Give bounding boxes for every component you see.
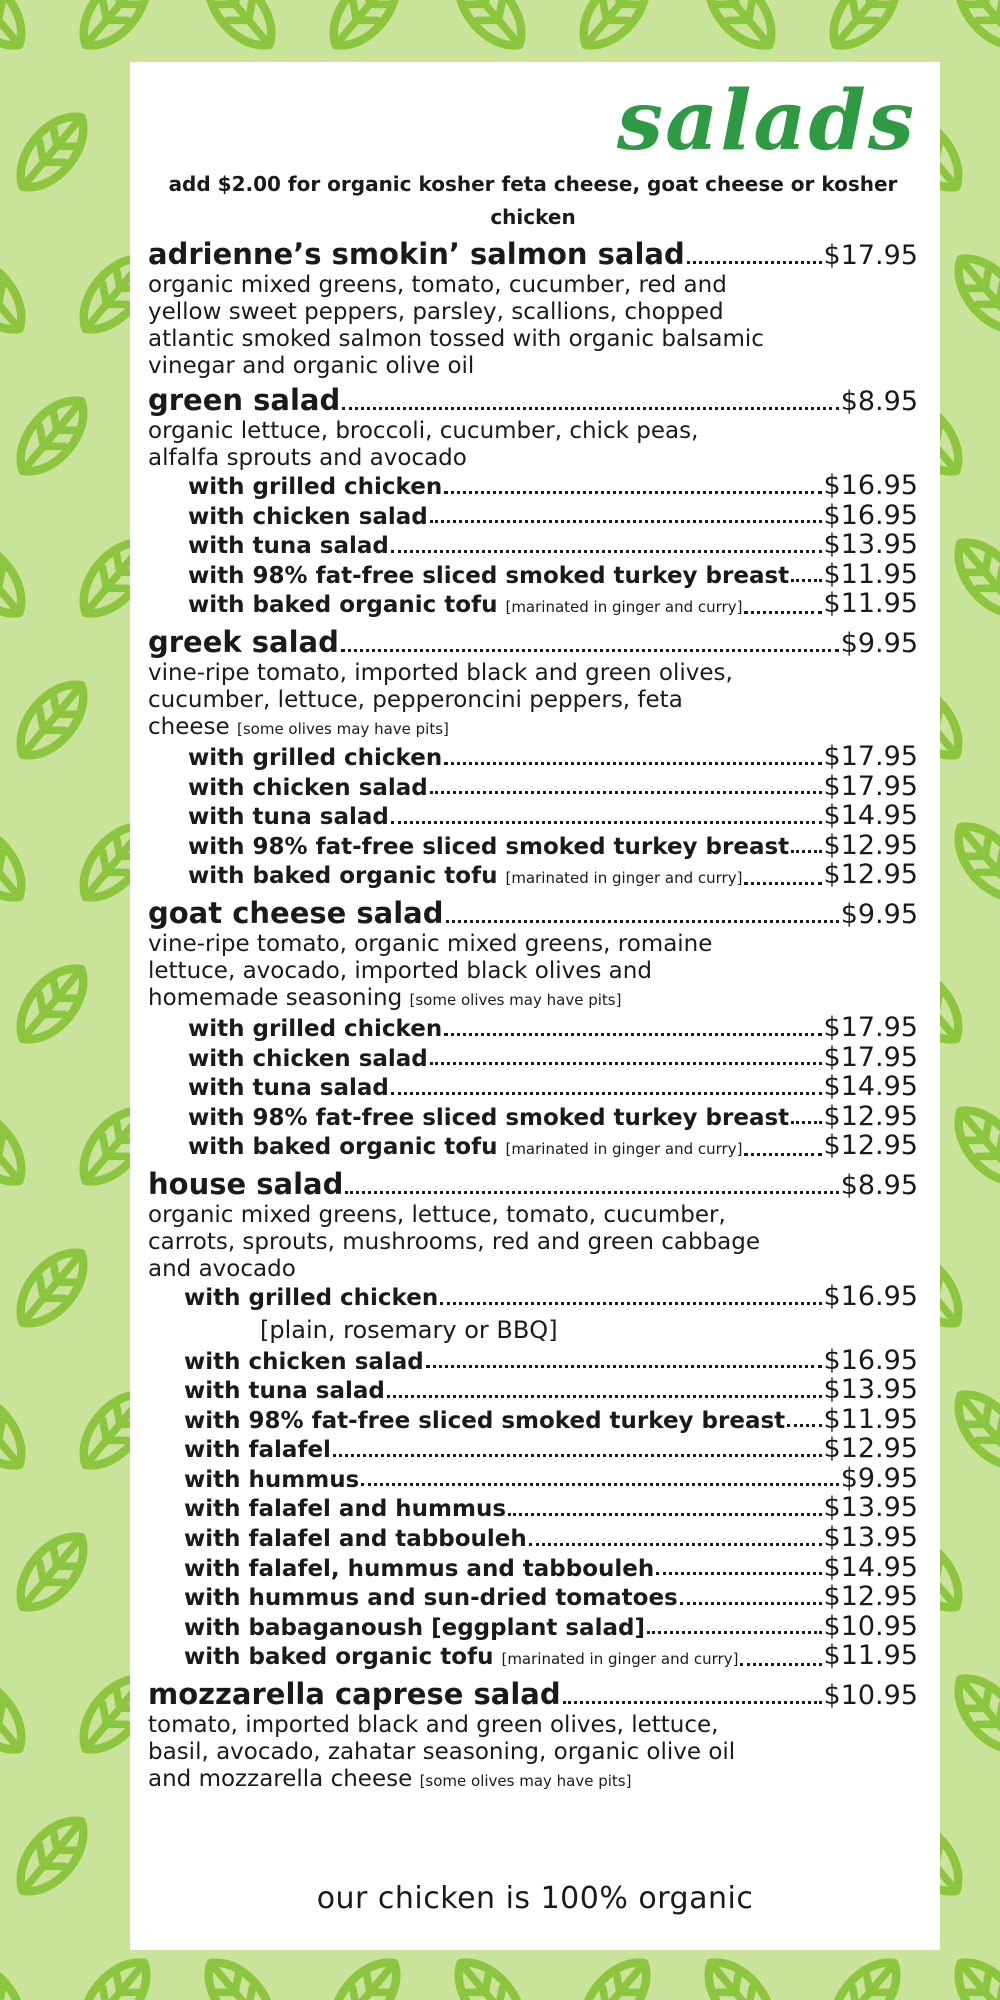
option-name: with babaganoush [eggplant salad]: [184, 1614, 645, 1641]
leaf-icon: [944, 1665, 1000, 1762]
dot-leader: [361, 1465, 838, 1495]
option-name: with tuna salad: [188, 533, 389, 560]
option-label: [184, 1525, 527, 1554]
salad-heading: [148, 1168, 918, 1202]
page-title: salads: [616, 73, 916, 169]
salad-heading: [148, 626, 918, 660]
option-price: $13.95: [823, 1492, 918, 1524]
option-row: [188, 499, 918, 532]
option-name: with falafel: [184, 1437, 331, 1464]
leaf-icon: [944, 529, 1000, 626]
option-name: with chicken salad: [188, 503, 428, 530]
option-label: [188, 774, 428, 803]
option-price: $11.95: [823, 558, 918, 590]
dot-leader: [787, 1406, 821, 1436]
leaf-icon: [944, 245, 1000, 342]
menu-section: [148, 384, 918, 622]
leaf-icon: [6, 103, 97, 200]
option-price: $14.95: [823, 800, 918, 832]
option-price: $12.95: [823, 1581, 918, 1613]
option-name: with falafel and tabbouleh: [184, 1526, 527, 1553]
option-row: [184, 1376, 918, 1406]
salad-description: [148, 1712, 918, 1795]
option-row: [188, 770, 918, 803]
dot-leader: [430, 773, 822, 803]
dot-leader: [444, 743, 821, 773]
option-price: $17.95: [823, 770, 918, 802]
option-price: $9.95: [840, 1462, 918, 1494]
option-name: with chicken salad: [184, 1348, 424, 1375]
menu-section: [148, 1168, 918, 1674]
option-label: [188, 1015, 442, 1044]
leaf-icon: [0, 0, 36, 59]
option-name: with baked organic tofu: [188, 592, 498, 619]
option-price: $16.95: [823, 1280, 918, 1312]
description-text: organic mixed greens, tomato, cucumber, red and yellow sweet peppers, parsley, scallions, chopped atlantic smoked salmon tossed with organic balsamic vinegar and organic olive oil: [148, 272, 764, 379]
dot-leader: [791, 561, 821, 591]
dot-leader: [391, 531, 822, 561]
option-name: with hummus: [184, 1466, 360, 1493]
leaf-icon: [569, 0, 660, 59]
option-label: [188, 803, 389, 832]
option-row: [188, 802, 918, 832]
option-row: [184, 1344, 918, 1377]
option-name: with baked organic tofu: [184, 1644, 494, 1671]
option-subline: [plain, rosemary or BBQ]: [260, 1315, 558, 1344]
leaf-icon: [694, 0, 785, 59]
option-label: [184, 1495, 506, 1524]
dot-leader: [744, 861, 821, 893]
option-name: with tuna salad: [188, 804, 389, 831]
option-row: [188, 740, 918, 773]
option-name: with falafel and hummus: [184, 1496, 507, 1523]
salad-name: green salad: [148, 383, 341, 417]
option-row: [188, 1100, 918, 1133]
option-list: [148, 740, 918, 893]
dot-leader: [342, 384, 838, 418]
menu-section: [148, 626, 918, 893]
option-price: $13.95: [823, 1374, 918, 1406]
leaf-icon: [0, 1381, 36, 1478]
option-label: [188, 1074, 389, 1103]
option-price: $16.95: [823, 499, 918, 531]
leaf-icon: [944, 1949, 1000, 2000]
option-label: [188, 532, 389, 561]
dot-leader: [430, 1044, 822, 1074]
option-row: [188, 558, 918, 591]
option-row: [184, 1494, 918, 1524]
option-name: with tuna salad: [184, 1378, 385, 1405]
leaf-icon: [444, 1949, 535, 2000]
salad-name: adrienne’s smokin’ salmon salad: [148, 237, 685, 271]
option-note: [marinated in ginger and curry]: [505, 598, 743, 617]
description-text: organic mixed greens, lettuce, tomato, cucumber, carrots, sprouts, mushrooms, red and green cabbage and avocado: [148, 1201, 761, 1282]
option-name: with falafel, hummus and tabbouleh: [184, 1555, 655, 1582]
menu-section: [148, 238, 918, 380]
leaf-icon: [0, 529, 36, 626]
option-list: [148, 1280, 918, 1674]
leaf-icon: [0, 1949, 36, 2000]
leaf-icon: [944, 0, 1000, 59]
option-row: [184, 1280, 918, 1313]
salad-description: [148, 660, 918, 743]
option-label: [188, 833, 789, 862]
option-label: [188, 1133, 742, 1164]
dot-leader: [341, 626, 839, 660]
option-price: $12.95: [823, 829, 918, 861]
leaf-icon: [444, 0, 535, 59]
leaf-icon: [6, 387, 97, 484]
leaf-icon: [819, 1949, 910, 2000]
leaf-icon: [6, 955, 97, 1052]
salad-price: $10.95: [823, 1680, 918, 1712]
description-note: [some olives may have pits]: [409, 990, 622, 1009]
option-price: $11.95: [823, 1403, 918, 1435]
dot-leader: [440, 1283, 821, 1313]
description-text: organic lettuce, broccoli, cucumber, chick peas, alfalfa sprouts and avocado: [148, 418, 699, 471]
option-label: [184, 1643, 738, 1674]
option-list: [148, 1011, 918, 1164]
dot-leader: [391, 1073, 822, 1103]
option-label: [188, 562, 789, 591]
salad-price: $9.95: [840, 898, 918, 930]
option-row: [188, 1011, 918, 1044]
option-name: with baked organic tofu: [188, 863, 498, 890]
leaf-icon: [194, 1949, 285, 2000]
option-row: [188, 590, 918, 622]
option-price: $13.95: [823, 529, 918, 561]
option-note: [marinated in ginger and curry]: [505, 869, 743, 888]
option-row: [184, 1524, 918, 1554]
option-price: $13.95: [823, 1522, 918, 1554]
option-price: $14.95: [823, 1551, 918, 1583]
leaf-icon: [6, 671, 97, 768]
leaf-icon: [319, 0, 410, 59]
option-name: with 98% fat-free sliced smoked turkey breast: [188, 1104, 790, 1131]
description-text: vine-ripe tomato, organic mixed greens, romaine lettuce, avocado, imported black olives and homemade seasoning: [148, 930, 713, 1011]
option-label: [184, 1377, 385, 1406]
dot-leader: [508, 1494, 821, 1524]
option-name: with tuna salad: [188, 1075, 389, 1102]
menu-section: [148, 897, 918, 1164]
menu-panel: [130, 62, 940, 1950]
dot-leader: [345, 1168, 838, 1202]
option-price: $16.95: [823, 1344, 918, 1376]
option-price: $17.95: [823, 740, 918, 772]
leaf-icon: [6, 1239, 97, 1336]
option-label: [188, 473, 442, 502]
option-name: with grilled chicken: [188, 744, 443, 771]
option-row: [184, 1462, 918, 1495]
option-price: $17.95: [823, 1011, 918, 1043]
dot-leader: [444, 472, 821, 502]
option-label: [188, 503, 428, 532]
option-name: with grilled chicken: [184, 1284, 439, 1311]
option-price: $11.95: [823, 588, 918, 620]
salad-description: [148, 1202, 918, 1283]
option-label: [188, 1104, 789, 1133]
option-row: [184, 1403, 918, 1436]
option-name: with 98% fat-free sliced smoked turkey breast: [188, 562, 790, 589]
option-row: [184, 1610, 918, 1643]
option-row: [184, 1435, 918, 1465]
option-name: with grilled chicken: [188, 474, 443, 500]
leaf-icon: [944, 813, 1000, 910]
option-row: [188, 829, 918, 862]
option-label: [184, 1348, 424, 1377]
option-name: with baked organic tofu: [188, 1134, 498, 1161]
option-row: [188, 861, 918, 893]
description-text: tomato, imported black and green olives, lettuce, basil, avocado, zahatar seasoning, organic olive oil and mozzarella cheese: [148, 1712, 736, 1793]
option-name: with chicken salad: [188, 1045, 428, 1072]
option-row: [188, 1041, 918, 1074]
dot-leader: [563, 1678, 822, 1712]
leaf-icon: [0, 245, 36, 342]
option-note: [marinated in ginger and curry]: [501, 1650, 739, 1669]
option-row: [184, 1583, 918, 1613]
leaf-icon: [6, 1807, 97, 1904]
dot-leader: [656, 1554, 821, 1584]
dot-leader: [444, 1014, 821, 1044]
dot-leader: [744, 1132, 821, 1164]
option-price: $12.95: [823, 1433, 918, 1465]
option-price: $12.95: [823, 1130, 918, 1162]
option-price: $12.95: [823, 859, 918, 891]
option-label: [188, 744, 442, 773]
salad-description: [148, 418, 918, 472]
option-label: [184, 1555, 654, 1584]
option-name: with 98% fat-free sliced smoked turkey breast: [184, 1407, 786, 1434]
option-label: [188, 862, 742, 893]
option-row: [188, 472, 918, 502]
option-label: [184, 1436, 331, 1465]
option-price: $12.95: [823, 1100, 918, 1132]
dot-leader: [680, 1583, 822, 1613]
dot-leader: [687, 238, 822, 272]
leaf-icon: [319, 1949, 410, 2000]
option-name: with grilled chicken: [188, 1015, 443, 1042]
leaf-icon: [0, 1097, 36, 1194]
description-note: [some olives may have pits]: [419, 1772, 632, 1791]
salad-price: $8.95: [840, 386, 918, 417]
leaf-icon: [694, 1949, 785, 2000]
dot-leader: [744, 590, 821, 622]
option-label: [188, 591, 742, 622]
dot-leader: [391, 802, 822, 832]
option-price: $11.95: [823, 1640, 918, 1672]
dot-leader: [791, 1103, 821, 1133]
option-label: [184, 1466, 359, 1495]
dot-leader: [791, 832, 821, 862]
option-label: [188, 1045, 428, 1074]
leaf-icon: [69, 0, 160, 59]
salad-description: [148, 931, 918, 1014]
description-text: vine-ripe tomato, imported black and green olives, cucumber, lettuce, pepperoncini peppers, feta cheese: [148, 659, 733, 740]
salad-heading: [148, 1678, 918, 1712]
dot-leader: [647, 1613, 822, 1643]
description-note: [some olives may have pits]: [236, 719, 449, 738]
dot-leader: [740, 1642, 821, 1674]
option-price: $16.95: [823, 470, 918, 501]
salad-name: mozzarella caprese salad: [148, 1677, 561, 1712]
dot-leader: [430, 502, 822, 532]
salad-name: greek salad: [148, 624, 339, 659]
option-price: $17.95: [823, 1041, 918, 1073]
salad-price: $8.95: [840, 1169, 918, 1201]
option-price: $10.95: [823, 1610, 918, 1642]
dot-leader: [333, 1435, 822, 1465]
leaf-icon: [69, 1949, 160, 2000]
option-row: [188, 1132, 918, 1164]
leaf-icon: [944, 1097, 1000, 1194]
add-on-note: add $2.00 for organic kosher feta cheese, goat cheese or kosher chicken: [168, 172, 898, 229]
option-name: with hummus and sun-dried tomatoes: [184, 1585, 678, 1612]
option-label: [184, 1584, 678, 1613]
option-label: [184, 1614, 645, 1643]
dot-leader: [426, 1347, 822, 1377]
salad-price: $17.95: [823, 240, 918, 271]
leaf-icon: [819, 0, 910, 59]
salad-name: house salad: [148, 1166, 344, 1201]
option-label: [184, 1284, 438, 1313]
leaf-icon: [6, 1523, 97, 1620]
option-row: [184, 1642, 918, 1674]
salad-name: goat cheese salad: [148, 895, 444, 930]
salad-price: $9.95: [840, 627, 918, 659]
dot-leader: [387, 1376, 822, 1406]
dot-leader: [446, 897, 839, 931]
option-row: [188, 531, 918, 561]
dot-leader: [529, 1524, 822, 1554]
leaf-icon: [0, 813, 36, 910]
option-note: [marinated in ginger and curry]: [505, 1140, 743, 1159]
leaf-icon: [0, 1665, 36, 1762]
salad-heading: [148, 897, 918, 931]
salad-description: [148, 272, 918, 380]
option-row: [184, 1551, 918, 1584]
leaf-icon: [569, 1949, 660, 2000]
footer-note: our chicken is 100% organic: [316, 1881, 754, 1916]
option-row: [188, 1073, 918, 1103]
menu-section: [148, 1678, 918, 1795]
option-list: [148, 472, 918, 622]
option-name: with 98% fat-free sliced smoked turkey breast: [188, 833, 790, 860]
leaf-icon: [944, 1381, 1000, 1478]
option-price: $14.95: [823, 1071, 918, 1103]
option-label: [184, 1407, 785, 1436]
salad-heading: [148, 238, 918, 272]
option-name: with chicken salad: [188, 774, 428, 801]
leaf-icon: [194, 0, 285, 59]
salad-list: [148, 238, 918, 1795]
salad-heading: [148, 384, 918, 418]
